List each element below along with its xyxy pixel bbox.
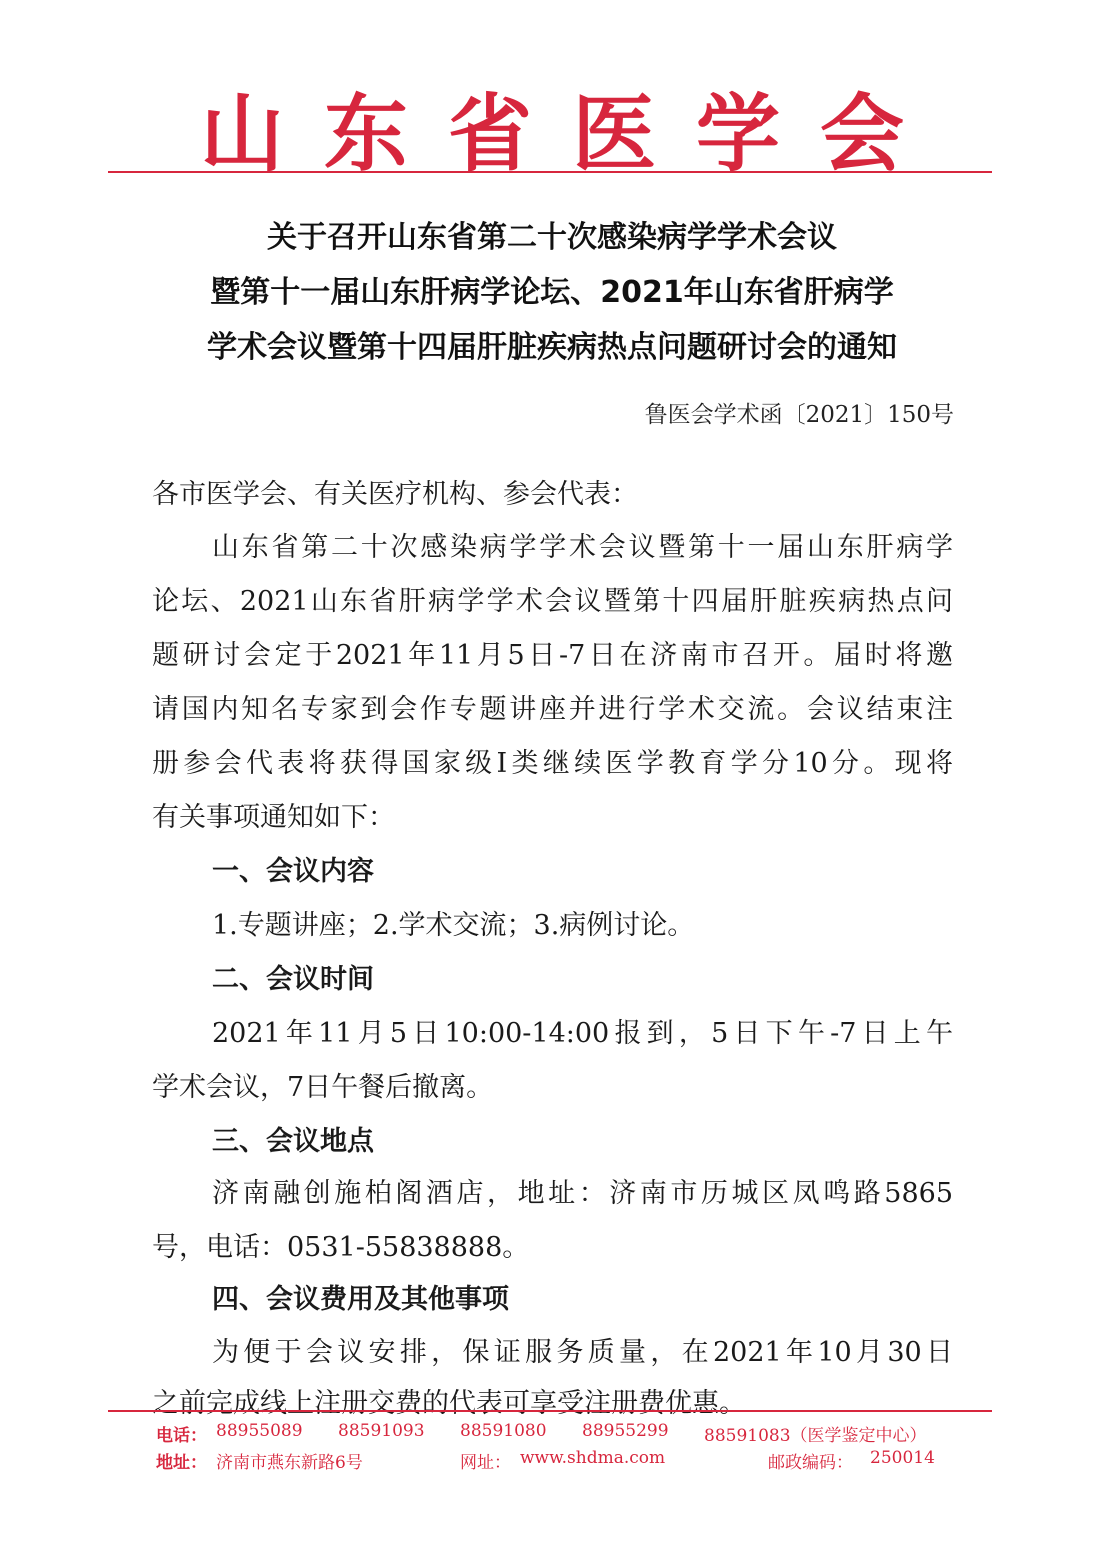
- footer-website-label: 网址：: [460, 1453, 511, 1473]
- intro-line: 题研讨会定于2021年11月5日-7日在济南市召开。届时将邀: [152, 640, 953, 671]
- section-body-line: 为便于会议安排，保证服务质量，在2021年10月30日: [212, 1337, 953, 1368]
- letterhead-divider: [108, 171, 992, 173]
- letterhead-title: 山东省医学会: [199, 84, 944, 183]
- salutation: 各市医学会、有关医疗机构、参会代表：: [152, 479, 638, 510]
- section-body-line: 号，电话：0531-55838888。: [152, 1232, 530, 1263]
- section-body-line: 济南融创施柏阁酒店，地址：济南市历城区凤鸣路5865: [212, 1178, 953, 1209]
- section-heading-venue: 三、会议地点: [212, 1126, 374, 1157]
- notice-title-line-1: 关于召开山东省第二十次感染病学学术会议: [267, 220, 837, 255]
- notice-title-line-2: 暨第十一届山东肝病学论坛、2021年山东省肝病学: [210, 275, 894, 310]
- footer-website: www.shdma.com: [520, 1448, 666, 1468]
- intro-line: 论坛、2021山东省肝病学学术会议暨第十四届肝脏疾病热点问: [152, 586, 953, 617]
- footer-postcode-label: 邮政编码：: [768, 1453, 853, 1473]
- intro-line: 有关事项通知如下：: [152, 802, 395, 833]
- footer-phone: 88955089: [216, 1421, 303, 1441]
- section-body-line: 1.专题讲座；2.学术交流；3.病例讨论。: [212, 910, 695, 941]
- section-heading-time: 二、会议时间: [212, 964, 374, 995]
- footer-phone: 88955299: [582, 1421, 669, 1441]
- section-body-line: 学术会议，7日午餐后撤离。: [152, 1072, 494, 1103]
- footer-postcode: 250014: [870, 1448, 935, 1468]
- intro-line: 山东省第二十次感染病学学术会议暨第十一届山东肝病学: [212, 532, 953, 563]
- section-body-line: 之前完成线上注册交费的代表可享受注册费优惠。: [152, 1388, 746, 1419]
- section-body-line: 2021年11月5日10:00-14:00报到，5日下午-7日上午: [212, 1018, 953, 1049]
- document-number: 鲁医会学术函〔2021〕150号: [644, 402, 954, 428]
- footer-address-label: 地址：: [156, 1453, 207, 1473]
- footer-address: 济南市燕东新路6号: [216, 1453, 363, 1473]
- footer-phone: 88591083（医学鉴定中心）: [704, 1426, 927, 1446]
- footer-phone-label: 电话：: [156, 1426, 207, 1446]
- intro-line: 册参会代表将获得国家级I类继续医学教育学分10分。现将: [152, 748, 953, 779]
- footer-divider: [108, 1410, 992, 1412]
- notice-title-line-3: 学术会议暨第十四届肝脏疾病热点问题研讨会的通知: [207, 330, 897, 365]
- footer-phone: 88591093: [338, 1421, 425, 1441]
- intro-line: 请国内知名专家到会作专题讲座并进行学术交流。会议结束注: [152, 694, 953, 725]
- footer-phone: 88591080: [460, 1421, 547, 1441]
- section-heading-content: 一、会议内容: [212, 856, 374, 887]
- section-heading-fees: 四、会议费用及其他事项: [212, 1284, 509, 1315]
